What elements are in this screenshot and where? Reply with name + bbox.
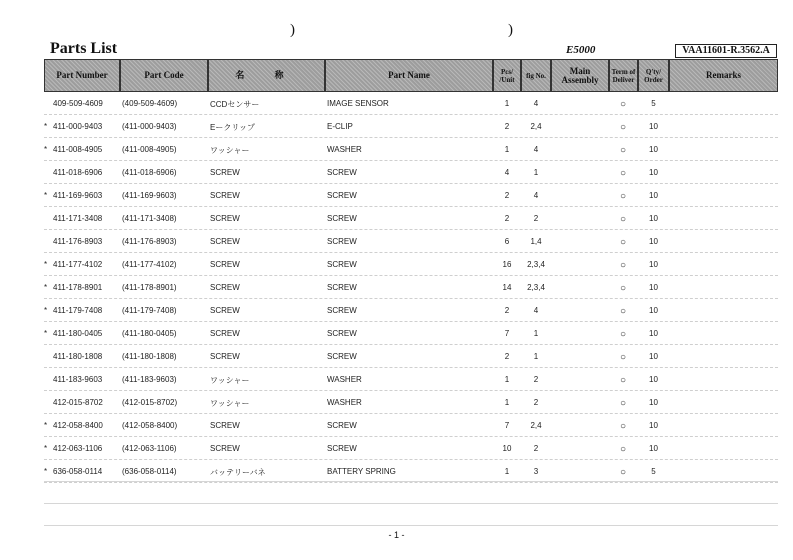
cell-part-number: 411-177-4102 — [53, 260, 103, 269]
cell-part-code: (411-180-0405) — [122, 329, 177, 338]
parts-table-body — [44, 92, 778, 483]
cell-pcs: 7 — [504, 329, 510, 338]
cell-jp-name: SCREW — [210, 329, 240, 338]
cell-part-number: 411-008-4905 — [53, 145, 103, 154]
cell-part-code: (411-018-6906) — [122, 168, 177, 177]
cell-fig: 2,4 — [530, 122, 542, 131]
cell-term: ○ — [619, 237, 627, 248]
stray-paren-right: ) — [508, 22, 513, 38]
cell-part-number: 636-058-0114 — [53, 467, 103, 476]
cell-part-number: 411-179-7408 — [53, 306, 103, 315]
cell-qty: 10 — [649, 283, 658, 292]
cell-part-code: (412-058-8400) — [122, 421, 178, 430]
cell-part-number: 412-015-8702 — [53, 398, 103, 407]
cell-part-number: 411-178-8901 — [53, 283, 103, 292]
cell-part-code: (411-008-4905) — [122, 145, 177, 154]
cell-part-number: 409-509-4609 — [53, 99, 103, 108]
cell-part-code: (412-063-1106) — [122, 444, 177, 453]
cell-fig: 2 — [533, 398, 539, 407]
col-main-assembly: Main Assembly — [551, 59, 609, 92]
col-part-code: Part Code — [120, 59, 208, 92]
cell-mark: * — [44, 145, 48, 154]
cell-part-name: SCREW — [327, 237, 357, 246]
cell-fig: 1,4 — [530, 237, 542, 246]
cell-mark: * — [44, 191, 48, 200]
cell-part-code: (411-171-3408) — [122, 214, 177, 223]
table-row — [44, 184, 778, 207]
cell-jp-name: SCREW — [210, 168, 240, 177]
cell-part-number: 411-171-3408 — [53, 214, 103, 223]
cell-fig: 2 — [533, 375, 539, 384]
col-part-name: Part Name — [325, 59, 493, 92]
cell-qty: 10 — [649, 237, 658, 246]
table-row — [44, 115, 778, 138]
table-row — [44, 161, 778, 184]
page-title: Parts List — [50, 40, 118, 57]
cell-part-number: 411-000-9403 — [53, 122, 103, 131]
cell-part-number: 411-169-9603 — [53, 191, 103, 200]
cell-part-code: (409-509-4609) — [122, 99, 178, 108]
cell-part-number: 412-063-1106 — [53, 444, 103, 453]
cell-term: ○ — [619, 99, 627, 110]
col-jp-name: 名 称 — [208, 59, 325, 92]
table-row — [44, 230, 778, 253]
cell-fig: 2 — [533, 214, 539, 223]
cell-part-name: SCREW — [327, 421, 357, 430]
cell-fig: 2,3,4 — [527, 260, 545, 269]
cell-part-code: (411-176-8903) — [122, 237, 177, 246]
col-qty-order: Q'ty/ Order — [638, 59, 669, 92]
cell-pcs: 1 — [504, 398, 510, 407]
cell-jp-name: SCREW — [210, 214, 240, 223]
cell-fig: 3 — [533, 467, 539, 476]
table-row — [44, 207, 778, 230]
cell-qty: 10 — [649, 191, 658, 200]
cell-qty: 10 — [649, 398, 658, 407]
cell-fig: 1 — [533, 352, 539, 361]
cell-jp-name: Eークリップ — [210, 123, 256, 132]
cell-jp-name: CCDセンサー — [210, 100, 260, 109]
cell-qty: 10 — [649, 145, 658, 154]
cell-part-name: SCREW — [327, 352, 357, 361]
cell-part-name: BATTERY SPRING — [327, 467, 396, 476]
cell-term: ○ — [619, 444, 627, 455]
cell-mark: * — [44, 122, 48, 131]
cell-mark: * — [44, 306, 48, 315]
cell-jp-name: ワッシャー — [210, 376, 250, 385]
cell-fig: 2,3,4 — [527, 283, 545, 292]
col-term-of-delivery: Term of Deliver — [609, 59, 638, 92]
table-row — [44, 345, 778, 368]
table-row — [44, 299, 778, 322]
cell-qty: 10 — [649, 214, 658, 223]
cell-pcs: 2 — [504, 122, 510, 131]
table-row — [44, 322, 778, 345]
cell-jp-name: SCREW — [210, 352, 240, 361]
cell-qty: 10 — [649, 352, 658, 361]
cell-pcs: 2 — [504, 191, 510, 200]
cell-pcs: 10 — [502, 444, 512, 453]
cell-term: ○ — [619, 145, 627, 156]
cell-part-name: IMAGE SENSOR — [327, 99, 389, 108]
cell-jp-name: SCREW — [210, 444, 240, 453]
cell-pcs: 6 — [504, 237, 510, 246]
col-fig-no: fig No. — [521, 59, 551, 92]
blank-rule — [44, 481, 778, 482]
cell-part-code: (636-058-0114) — [122, 467, 177, 476]
cell-part-number: 411-018-6906 — [53, 168, 103, 177]
cell-part-code: (411-180-1808) — [122, 352, 177, 361]
cell-jp-name: SCREW — [210, 191, 240, 200]
cell-part-name: SCREW — [327, 191, 357, 200]
cell-pcs: 14 — [502, 283, 512, 292]
cell-part-code: (411-169-9603) — [122, 191, 177, 200]
cell-fig: 2 — [533, 444, 539, 453]
col-part-number: Part Number — [44, 59, 120, 92]
cell-pcs: 2 — [504, 306, 510, 315]
cell-part-code: (411-183-9603) — [122, 375, 177, 384]
cell-jp-name: SCREW — [210, 283, 240, 292]
cell-term: ○ — [619, 421, 627, 432]
cell-pcs: 16 — [502, 260, 512, 269]
cell-fig: 2,4 — [530, 421, 542, 430]
cell-part-number: 412-058-8400 — [53, 421, 103, 430]
cell-qty: 10 — [649, 421, 658, 430]
cell-qty: 10 — [649, 306, 658, 315]
cell-part-number: 411-176-8903 — [53, 237, 103, 246]
cell-term: ○ — [619, 352, 627, 363]
col-pcs-unit: Pcs/ /Unit — [493, 59, 521, 92]
cell-part-number: 411-180-0405 — [53, 329, 103, 338]
cell-fig: 4 — [533, 306, 539, 315]
cell-term: ○ — [619, 260, 627, 271]
cell-qty: 5 — [651, 467, 656, 476]
cell-part-name: E-CLIP — [327, 122, 353, 131]
cell-pcs: 2 — [504, 352, 510, 361]
cell-part-name: SCREW — [327, 214, 357, 223]
cell-mark: * — [44, 467, 48, 476]
cell-fig: 4 — [533, 145, 539, 154]
cell-fig: 4 — [533, 191, 539, 200]
table-row — [44, 92, 778, 115]
cell-pcs: 1 — [504, 99, 510, 108]
cell-part-name: SCREW — [327, 168, 357, 177]
blank-rule — [44, 525, 778, 526]
cell-qty: 10 — [649, 122, 658, 131]
cell-term: ○ — [619, 283, 627, 294]
cell-part-name: WASHER — [327, 375, 362, 384]
cell-qty: 5 — [651, 99, 656, 108]
cell-qty: 10 — [649, 260, 658, 269]
cell-part-name: SCREW — [327, 306, 357, 315]
cell-mark: * — [44, 260, 48, 269]
table-row — [44, 414, 778, 437]
cell-term: ○ — [619, 398, 627, 409]
cell-part-number: 411-183-9603 — [53, 375, 103, 384]
table-row — [44, 253, 778, 276]
cell-mark: * — [44, 444, 48, 453]
cell-jp-name: SCREW — [210, 260, 240, 269]
cell-mark: * — [44, 421, 48, 430]
cell-part-code: (411-177-4102) — [122, 260, 177, 269]
cell-jp-name: SCREW — [210, 237, 240, 246]
cell-part-name: SCREW — [327, 444, 357, 453]
page-number: - 1 - — [388, 530, 405, 540]
cell-mark: * — [44, 283, 48, 292]
table-row — [44, 276, 778, 299]
cell-part-name: SCREW — [327, 329, 357, 338]
cell-jp-name: SCREW — [210, 421, 240, 430]
cell-part-code: (411-178-8901) — [122, 283, 177, 292]
cell-part-code: (412-015-8702) — [122, 398, 178, 407]
cell-part-code: (411-000-9403) — [122, 122, 177, 131]
cell-term: ○ — [619, 375, 627, 386]
cell-part-name: SCREW — [327, 283, 357, 292]
cell-term: ○ — [619, 329, 627, 340]
cell-fig: 4 — [533, 99, 539, 108]
cell-part-name: SCREW — [327, 260, 357, 269]
model-name: E5000 — [566, 44, 596, 56]
cell-term: ○ — [619, 467, 627, 478]
cell-qty: 10 — [649, 329, 658, 338]
table-row — [44, 437, 778, 460]
cell-term: ○ — [619, 214, 627, 225]
cell-term: ○ — [619, 168, 627, 179]
cell-qty: 10 — [649, 375, 658, 384]
stray-paren-left: ) — [290, 22, 295, 38]
cell-term: ○ — [619, 191, 627, 202]
table-row — [44, 391, 778, 414]
cell-qty: 10 — [649, 444, 658, 453]
cell-pcs: 1 — [504, 375, 510, 384]
cell-jp-name: ワッシャー — [210, 146, 250, 155]
blank-rule — [44, 503, 778, 504]
cell-term: ○ — [619, 122, 627, 133]
cell-pcs: 1 — [504, 145, 510, 154]
cell-part-name: WASHER — [327, 398, 362, 407]
cell-part-number: 411-180-1808 — [53, 352, 103, 361]
cell-pcs: 7 — [504, 421, 510, 430]
table-header — [44, 59, 778, 92]
cell-pcs: 4 — [504, 168, 510, 177]
cell-part-code: (411-179-7408) — [122, 306, 177, 315]
cell-jp-name: バッテリーバネ — [210, 468, 266, 477]
cell-fig: 1 — [533, 168, 539, 177]
cell-jp-name: SCREW — [210, 306, 240, 315]
cell-term: ○ — [619, 306, 627, 317]
cell-pcs: 2 — [504, 214, 510, 223]
document-number: VAA11601-R.3562.A — [675, 44, 777, 58]
cell-jp-name: ワッシャー — [210, 399, 250, 408]
cell-fig: 1 — [533, 329, 539, 338]
table-row — [44, 368, 778, 391]
table-row — [44, 460, 778, 483]
cell-mark: * — [44, 329, 48, 338]
cell-part-name: WASHER — [327, 145, 362, 154]
cell-qty: 10 — [649, 168, 658, 177]
col-remarks: Remarks — [669, 59, 778, 92]
cell-pcs: 1 — [504, 467, 510, 476]
table-row — [44, 138, 778, 161]
